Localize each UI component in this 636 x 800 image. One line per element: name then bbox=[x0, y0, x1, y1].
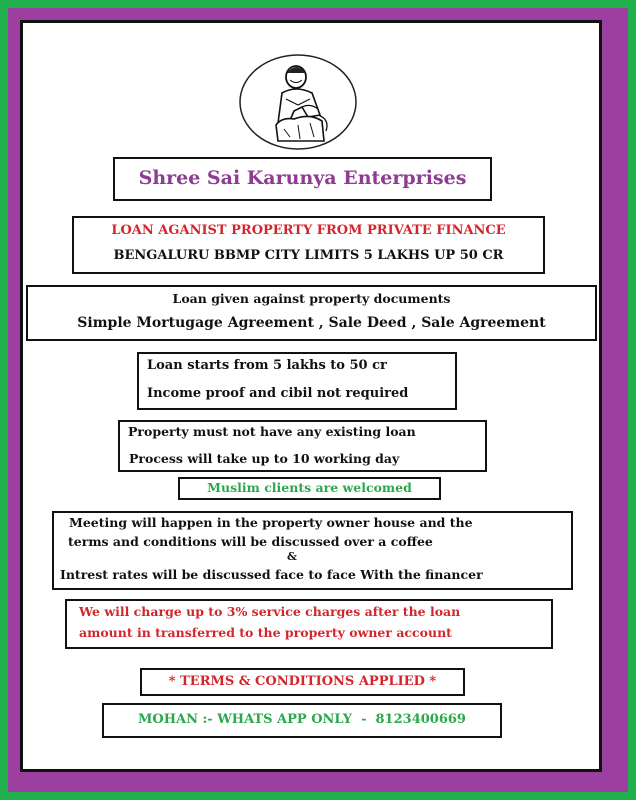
meeting-ampersand: & bbox=[287, 550, 297, 563]
loan-header-line-2: BENGALURU BBMP CITY LIMITS 5 LAKHS UP 50 CR bbox=[113, 248, 504, 263]
meeting-line-2: terms and conditions will be discussed over a coffee bbox=[68, 534, 433, 549]
loan-range-line-1: Loan starts from 5 lakhs to 50 cr bbox=[147, 358, 387, 373]
documents-line-2: Simple Mortugage Agreement , Sale Deed , Sale Agreement bbox=[77, 315, 546, 331]
terms-box bbox=[140, 668, 465, 696]
page-title: Shree Sai Karunya Enterprises bbox=[138, 167, 467, 189]
property-box bbox=[118, 420, 487, 472]
property-line-1: Property must not have any existing loan bbox=[128, 424, 416, 439]
loan-header-box bbox=[72, 216, 545, 274]
meeting-box bbox=[52, 511, 573, 590]
meeting-line-3: Intrest rates will be discussed face to face With the financer bbox=[60, 567, 483, 582]
contact-box bbox=[102, 703, 502, 738]
terms-text: * TERMS & CONDITIONS APPLIED * bbox=[168, 674, 437, 689]
charges-box bbox=[65, 599, 553, 649]
loan-range-line-2: Income proof and cibil not required bbox=[147, 386, 409, 401]
logo bbox=[238, 53, 358, 151]
welcome-text: Muslim clients are welcomed bbox=[207, 480, 412, 495]
welcome-box bbox=[178, 477, 441, 500]
sai-baba-portrait-icon bbox=[238, 53, 358, 151]
contact-text: MOHAN :- WHATS APP ONLY - 8123400669 bbox=[138, 712, 466, 727]
documents-box bbox=[26, 285, 597, 341]
charges-line-1: We will charge up to 3% service charges after the loan bbox=[79, 604, 461, 619]
loan-range-box bbox=[137, 352, 457, 410]
loan-header-line-1: LOAN AGANIST PROPERTY FROM PRIVATE FINANCE bbox=[111, 223, 506, 238]
property-line-2: Process will take up to 10 working day bbox=[129, 451, 400, 466]
documents-line-1: Loan given against property documents bbox=[172, 291, 451, 306]
charges-line-2: amount in transferred to the property owner account bbox=[79, 625, 452, 640]
title-box bbox=[113, 157, 492, 201]
meeting-line-1: Meeting will happen in the property owner house and the bbox=[69, 515, 473, 530]
